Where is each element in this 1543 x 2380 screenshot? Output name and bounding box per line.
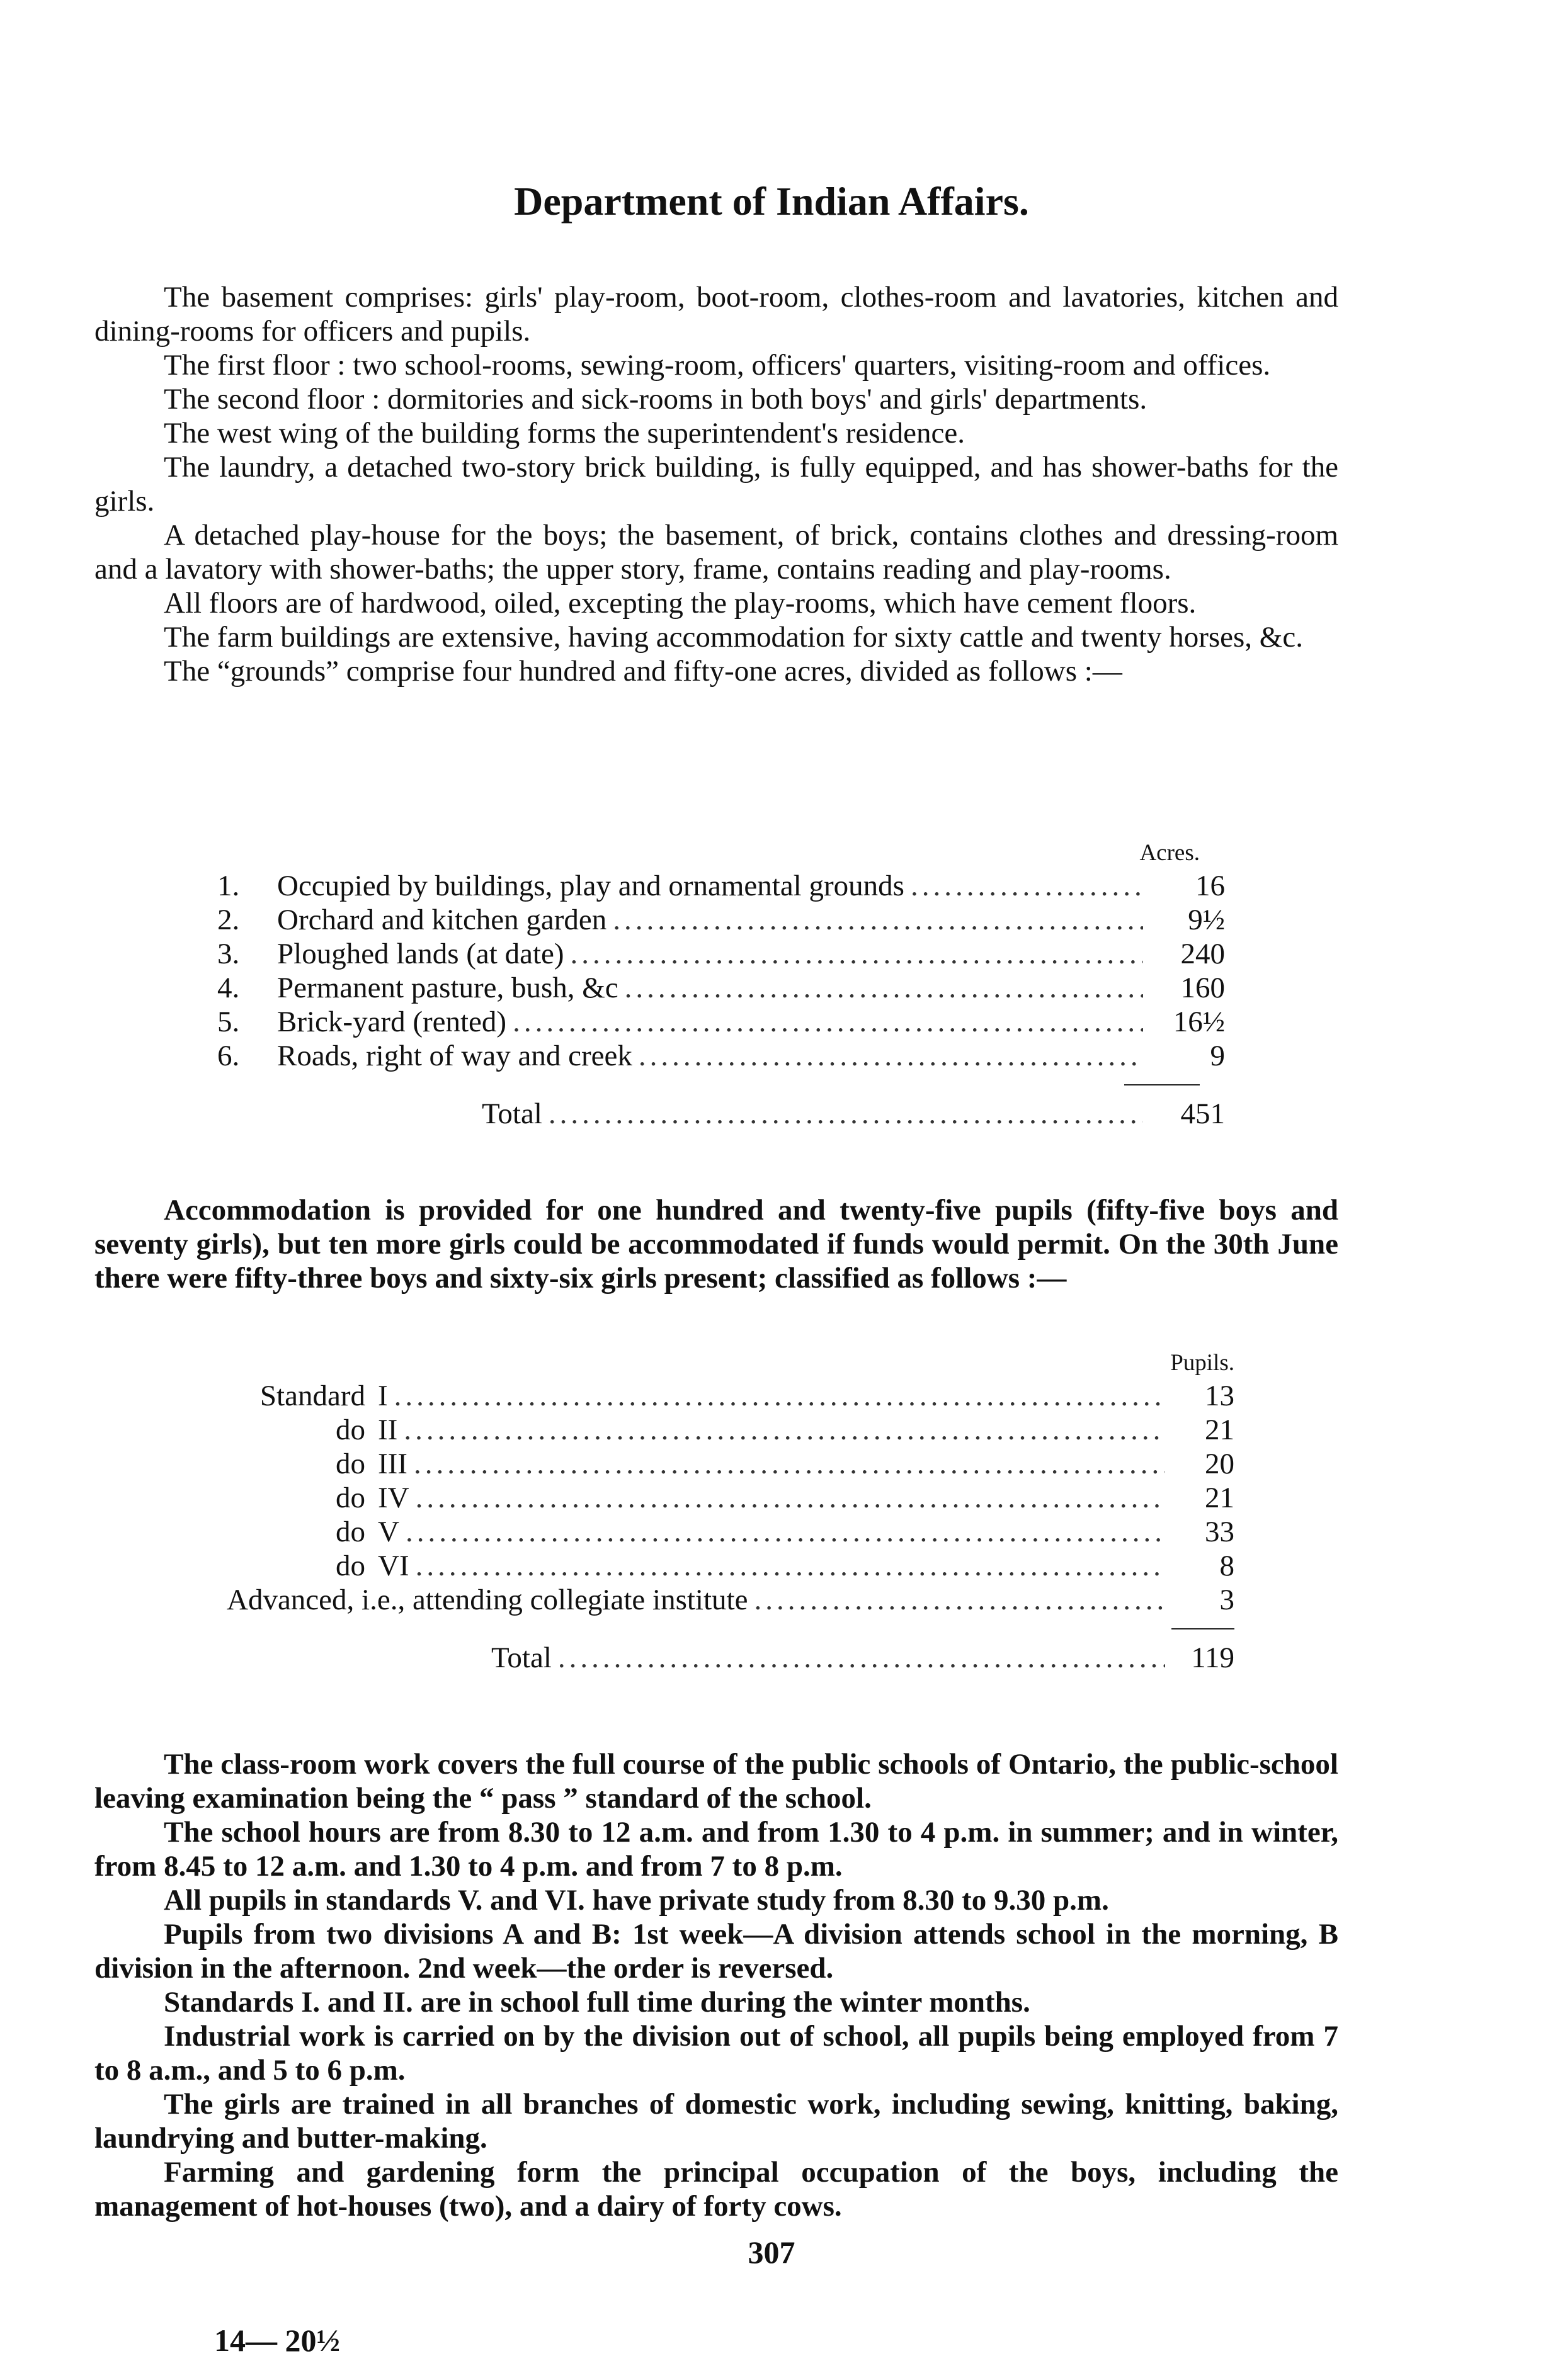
pupil-count: 3 <box>1219 1584 1234 1616</box>
leader-dots <box>404 1413 1165 1447</box>
total-rule <box>1124 1084 1200 1085</box>
acres-row <box>217 971 1225 1005</box>
paragraph: Pupils from two divisions A and B: 1st week—A division attends school in the morning, B division in the afternoon. 2nd week—the order is reversed. <box>94 1918 1338 1985</box>
paragraph: The second floor : dormitories and sick-rooms in both boys' and girls' departments. <box>164 383 1147 416</box>
row-number: 4. <box>217 972 240 1004</box>
row-value: 160 <box>1180 972 1225 1004</box>
row-label: Occupied by buildings, play and ornamental grounds <box>277 870 904 902</box>
total-label: Total <box>491 1641 552 1674</box>
pupil-count: 33 <box>1205 1516 1234 1548</box>
paragraph: A detached play-house for the boys; the basement, of brick, contains clothes and dressing-room and a lavatory with shower-baths; the upper story, frame, contains reading and play-rooms. <box>94 519 1338 586</box>
acres-row <box>217 937 1225 971</box>
standard-label: do <box>336 1414 365 1446</box>
paragraph: The school hours are from 8.30 to 12 a.m. and from 1.30 to 4 p.m. in summer; and in winter, from 8.45 to 12 a.m. and 1.30 to 4 p.m. and from 7 to 8 p.m. <box>94 1816 1338 1883</box>
row-value: 16½ <box>1173 1006 1225 1038</box>
pupils-row <box>227 1413 1234 1447</box>
printer-signature-mark: 14— 20½ <box>214 2323 340 2358</box>
standard-number: III <box>378 1448 407 1480</box>
paragraph: Farming and gardening form the principal occupation of the boys, including the management of hot-houses (two), and a dairy of forty cows. <box>94 2156 1338 2223</box>
standard-label: do <box>336 1550 365 1582</box>
leader-dots <box>416 1549 1165 1583</box>
total-value: 451 <box>1180 1097 1225 1130</box>
paragraph: The girls are trained in all branches of domestic work, including sewing, knitting, baking, laundrying and butter-making. <box>94 2088 1338 2155</box>
row-number: 1. <box>217 870 240 902</box>
row-label: Permanent pasture, bush, &c <box>277 972 618 1004</box>
standard-label: do <box>336 1482 365 1514</box>
paragraph: The basement comprises: girls' play-room, boot-room, clothes-room and lavatories, kitchen and dining-rooms for officers and pupils. <box>94 281 1338 348</box>
leader-dots <box>406 1515 1165 1549</box>
row-label: Brick-yard (rented) <box>277 1006 507 1038</box>
row-value: 16 <box>1195 870 1225 902</box>
standard-number: VI <box>378 1550 409 1582</box>
standard-label: do <box>336 1448 365 1480</box>
leader-dots <box>639 1039 1143 1073</box>
pupil-count: 21 <box>1205 1482 1234 1514</box>
row-label: Roads, right of way and creek <box>277 1040 632 1072</box>
pupil-count: 20 <box>1205 1448 1234 1480</box>
pupils-row <box>227 1447 1234 1481</box>
leader-dots <box>558 1641 1165 1675</box>
row-number: 5. <box>217 1006 240 1038</box>
row-number: 2. <box>217 904 240 936</box>
accommodation-paragraph-block <box>94 1193 1338 1295</box>
leader-dots <box>625 971 1143 1005</box>
paragraph: Accommodation is provided for one hundred and twenty-five pupils (fifty-five boys and seventy girls), but ten more girls could be accommodated if funds would permit. On the 30th June there were fifty-three boys and sixty-six girls present; classified as follows :— <box>94 1194 1338 1295</box>
row-label: Ploughed lands (at date) <box>277 938 564 970</box>
standard-number: I <box>378 1380 388 1412</box>
standard-number: V <box>378 1516 399 1548</box>
row-value: 9 <box>1210 1040 1225 1072</box>
pupil-count: 13 <box>1205 1380 1234 1412</box>
leader-dots <box>416 1481 1165 1515</box>
leader-dots <box>549 1097 1143 1131</box>
leader-dots <box>571 937 1143 971</box>
leader-dots <box>414 1447 1165 1481</box>
acres-total-row <box>217 1097 1225 1131</box>
pupils-row <box>227 1515 1234 1549</box>
page-heading: Department of Indian Affairs. <box>514 179 1029 224</box>
standard-number: II <box>378 1414 398 1446</box>
pupils-row <box>227 1379 1234 1413</box>
pupils-row <box>227 1481 1234 1515</box>
acres-row <box>217 869 1225 903</box>
building-description <box>94 280 1338 688</box>
row-label: Orchard and kitchen garden <box>277 904 607 936</box>
page-number: 307 <box>748 2235 795 2270</box>
row-number: 6. <box>217 1040 240 1072</box>
paragraph: Industrial work is carried on by the division out of school, all pupils being employed from 7 to 8 a.m., and 5 to 6 p.m. <box>94 2020 1338 2087</box>
paragraph: All pupils in standards V. and VI. have private study from 8.30 to 9.30 p.m. <box>164 1884 1109 1917</box>
acres-unit-header: Acres. <box>1139 840 1200 866</box>
acres-row <box>217 1039 1225 1073</box>
standard-number: IV <box>378 1482 409 1514</box>
paragraph: The class-room work covers the full course of the public schools of Ontario, the public-school leaving examination being the “ pass ” standard of the school. <box>94 1748 1338 1815</box>
paragraph: The laundry, a detached two-story brick building, is fully equipped, and has shower-baths for the girls. <box>94 451 1338 518</box>
pupils-table <box>227 1347 1234 1675</box>
standard-label: Standard <box>259 1380 365 1412</box>
leader-dots <box>754 1583 1165 1617</box>
paragraph: All floors are of hardwood, oiled, excepting the play-rooms, which have cement floors. <box>164 587 1197 620</box>
acres-table <box>217 837 1225 1131</box>
total-value: 119 <box>1191 1641 1234 1674</box>
acres-row <box>217 903 1225 937</box>
pupils-total-row <box>227 1641 1234 1675</box>
advanced-label: Advanced, i.e., attending collegiate institute <box>227 1584 748 1616</box>
total-rule <box>1171 1628 1234 1629</box>
paragraph: Standards I. and II. are in school full time during the winter months. <box>164 1986 1030 2019</box>
pupil-count: 21 <box>1205 1414 1234 1446</box>
paragraph: The farm buildings are extensive, having accommodation for sixty cattle and twenty horses, &c. <box>164 621 1303 654</box>
row-number: 3. <box>217 938 240 970</box>
paragraph: The “grounds” comprise four hundred and fifty-one acres, divided as follows :— <box>164 655 1122 688</box>
schedule-description <box>94 1747 1338 2223</box>
row-value: 240 <box>1180 938 1225 970</box>
pupils-unit-header: Pupils. <box>1170 1350 1234 1376</box>
pupil-count: 8 <box>1219 1550 1234 1582</box>
pupils-row-advanced <box>227 1583 1234 1617</box>
leader-dots <box>911 869 1143 903</box>
standard-label: do <box>336 1516 365 1548</box>
paragraph: The west wing of the building forms the superintendent's residence. <box>164 417 965 450</box>
leader-dots <box>394 1379 1165 1413</box>
total-label: Total <box>482 1097 542 1130</box>
pupils-row <box>227 1549 1234 1583</box>
acres-row <box>217 1005 1225 1039</box>
paragraph: The first floor : two school-rooms, sewing-room, officers' quarters, visiting-room and offices. <box>164 349 1271 382</box>
leader-dots <box>513 1005 1143 1039</box>
leader-dots <box>613 903 1143 937</box>
row-value: 9½ <box>1188 904 1225 936</box>
